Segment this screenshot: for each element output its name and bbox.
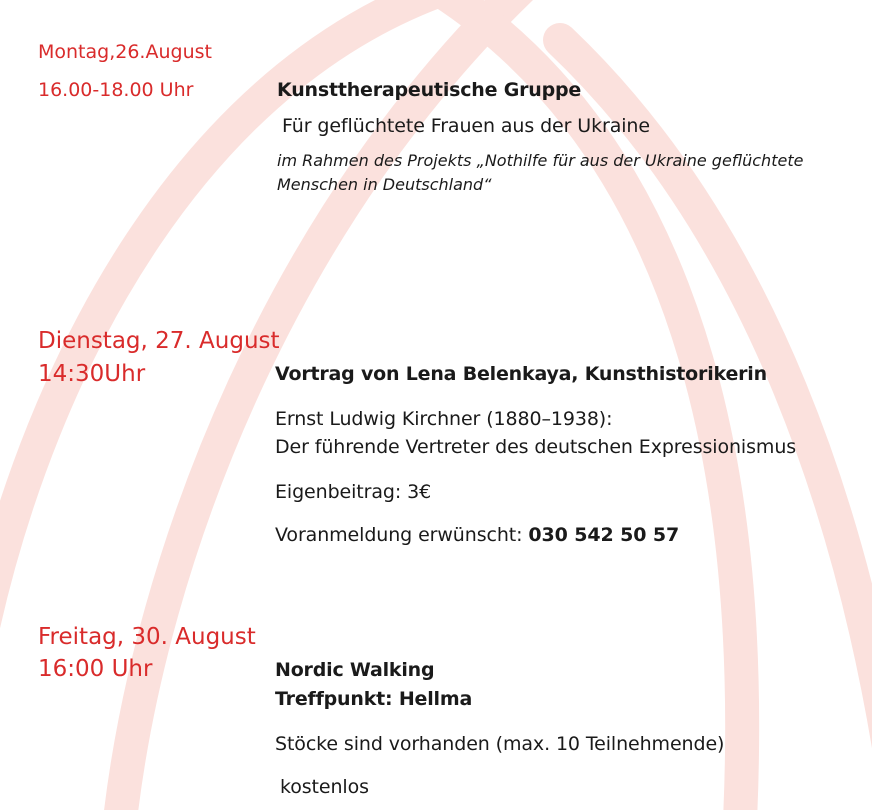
event1-time: 16.00-18.00 Uhr <box>38 79 194 101</box>
event2-line2: Der führende Vertreter des deutschen Expressionismus <box>275 436 797 458</box>
event2-time: 14:30Uhr <box>38 361 146 387</box>
event3-equipment: Stöcke sind vorhanden (max. 10 Teilnehmende) <box>275 733 725 755</box>
event2-registration <box>275 524 679 546</box>
event1-note: im Rahmen des Projekts „Nothilfe für aus der Ukraine geflüchtete Menschen in Deutschland“ <box>277 151 804 194</box>
event2-line1: Ernst Ludwig Kirchner (1880–1938): <box>275 408 613 430</box>
event2-registration-phone: 030 542 50 57 <box>528 524 680 546</box>
event3-meeting-point: Treffpunkt: Hellma <box>275 688 473 710</box>
event1-subtitle: Für geflüchtete Frauen aus der Ukraine <box>282 115 650 137</box>
event2-registration-label: Voranmeldung erwünscht: <box>275 524 529 546</box>
event3-day: Freitag, 30. August <box>38 624 256 650</box>
event2-day: Dienstag, 27. August <box>38 328 280 354</box>
event3-price: kostenlos <box>280 776 369 798</box>
event3-title: Nordic Walking <box>275 659 435 681</box>
event2-title: Vortrag von Lena Belenkaya, Kunsthistorikerin <box>275 363 767 385</box>
event3-time: 16:00 Uhr <box>38 656 153 682</box>
event1-title: Kunsttherapeutische Gruppe <box>277 79 582 101</box>
event2-fee: Eigenbeitrag: 3€ <box>275 481 432 503</box>
event1-day: Montag,26.August <box>38 41 212 63</box>
